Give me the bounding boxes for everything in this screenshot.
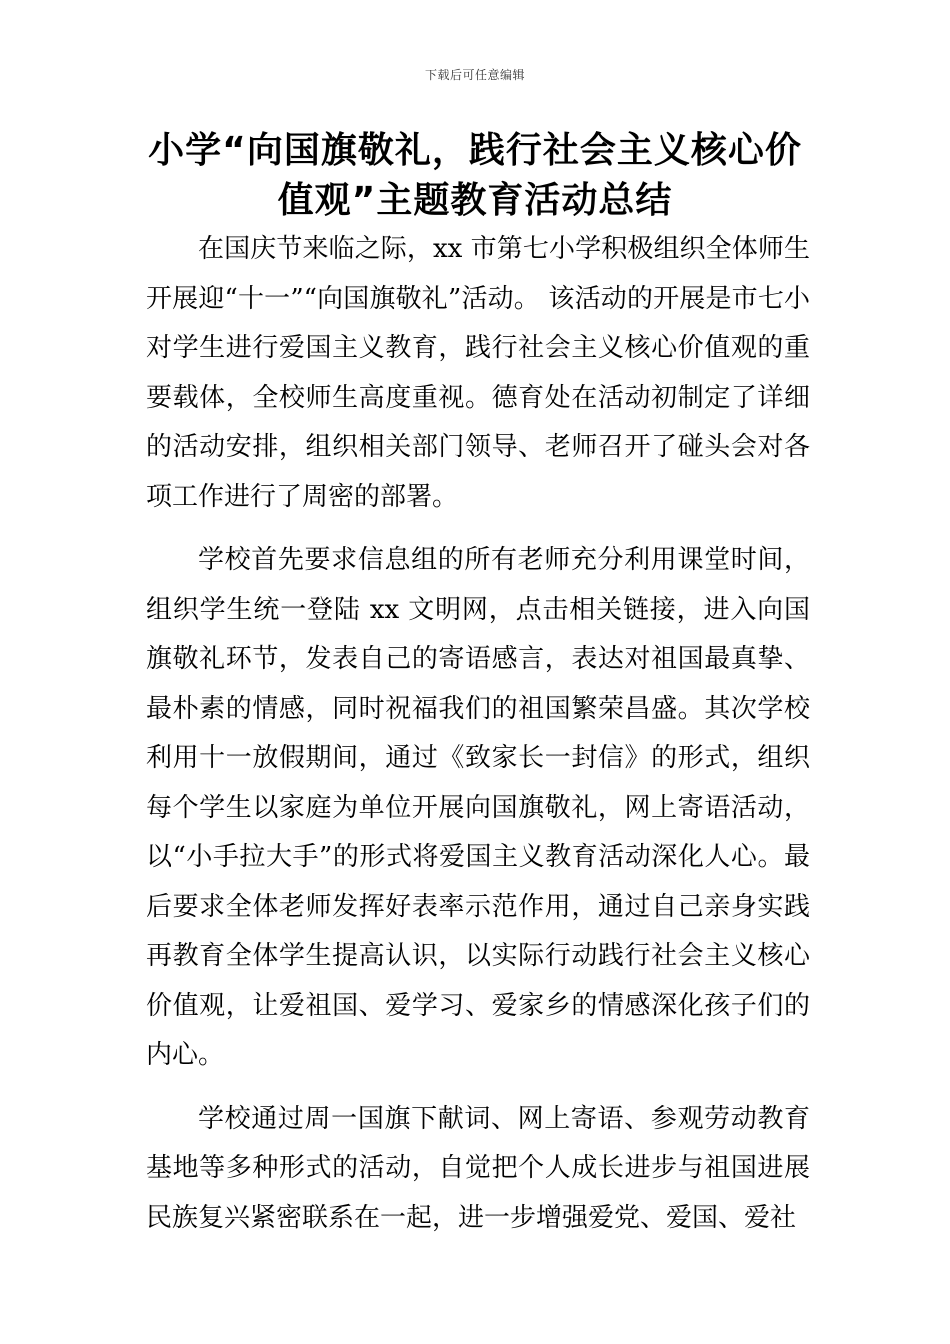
document-title [140,126,810,226]
header-note: 下载后可任意编辑 [424,68,525,82]
title-line-1: 小学“向国旗敬礼，践行社会主义核心价 [148,130,802,171]
document-body [146,225,810,1257]
paragraph-2: 学校首先要求信息组的所有老师充分利用课堂时间，组织学生统一登陆 xx 文明网，点击相关链接，进入向国旗敬礼环节，发表自己的寄语感言，表达对祖国最真挚、最朴素的情感，同时祝福我们的祖国繁荣昌盛。其次学校利用十一放假期间，通过《致家长一封信》的形式，组织每个学生以家庭为单位开展向国旗敬礼，网上寄语活动，以“小手拉大手”的形式将爱国主义教育活动深化人心。最后要求全体老师发挥好表率示范作用，通过自己亲身实践再教育全体学生提高认识，以实际行动践行社会主义核心价值观，让爱祖国、爱学习、爱家乡的情感深化孩子们的内心。 [146,545,810,1070]
paragraph-1: 在国庆节来临之际，xx 市第七小学积极组织全体师生开展迎“十一”“向国旗敬礼”活动。 该活动的开展是市七小对学生进行爱国主义教育，践行社会主义核心价值观的重要载体，全校师生高度重视。德育处在活动初制定了详细的活动安排，组织相关部门领导、老师召开了碰头会对各项工作进行了周密的部署。 [146,234,810,512]
title-line-2: 值观”主题教育活动总结 [277,180,673,221]
paragraph-3: 学校通过周一国旗下献词、网上寄语、参观劳动教育基地等多种形式的活动，自觉把个人成长进步与祖国进展民族复兴紧密联系在一起，进一步增强爱党、爱国、爱社 [146,1103,810,1233]
